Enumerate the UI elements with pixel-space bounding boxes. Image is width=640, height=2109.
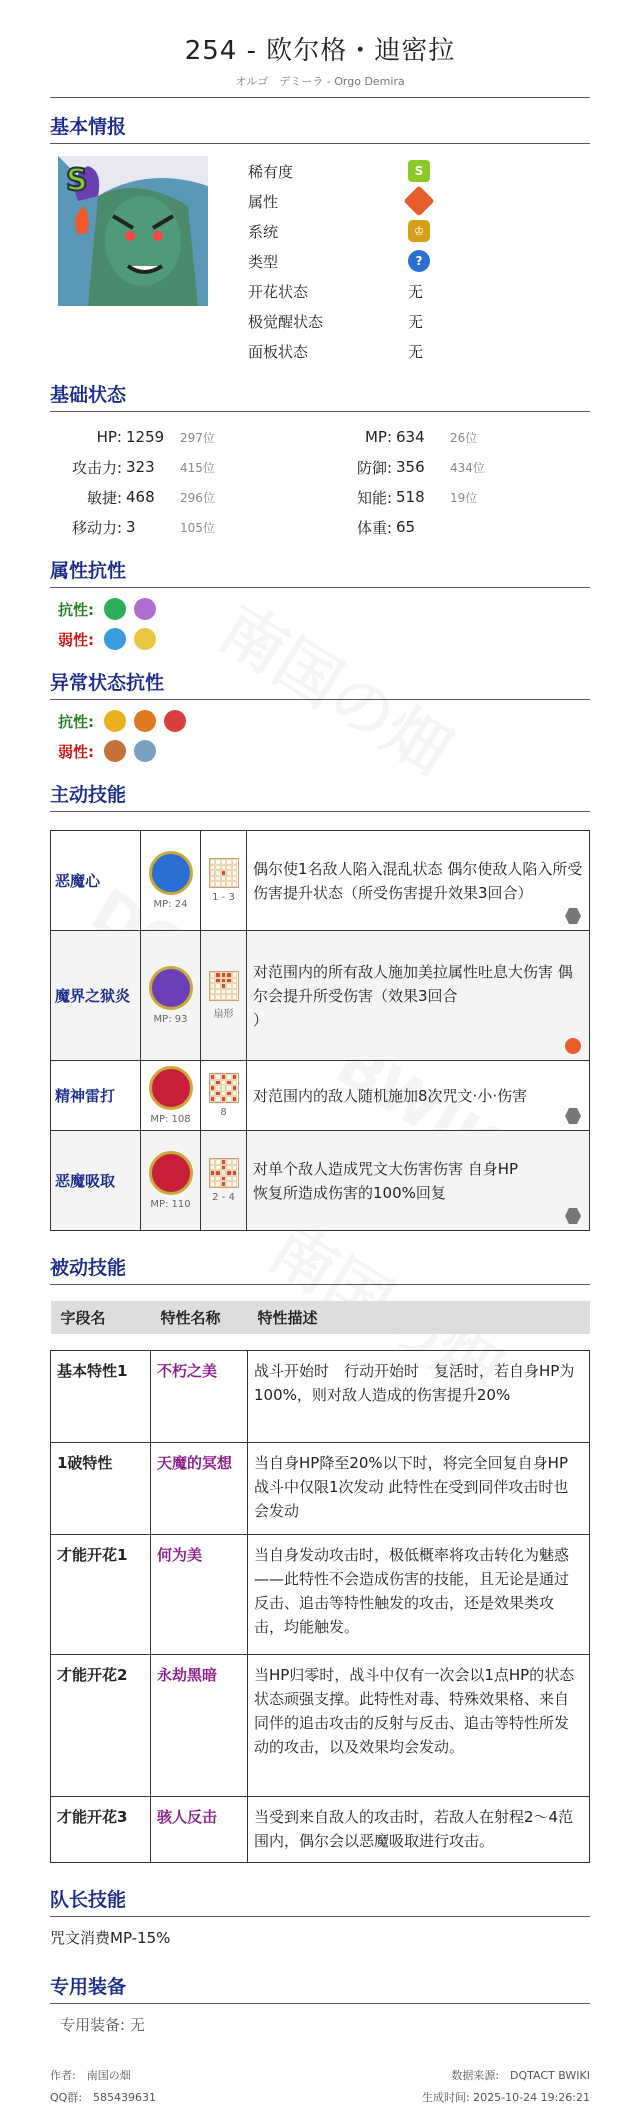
system-row: 系统 ♔: [248, 216, 430, 246]
bloom-row: 开花状态 无: [248, 282, 424, 301]
passive-skills-table: [50, 1301, 590, 1863]
section-active-skills: 主动技能: [50, 780, 590, 812]
none-element-icon: [565, 1208, 581, 1224]
stats-row: 移动力: 3 105位 体重: 65: [71, 518, 416, 537]
footer-source: 数据来源: DQTACT BWIKI: [451, 2068, 590, 2082]
type-row: 类型 ?: [248, 246, 430, 276]
footer-author: 作者: 南国の畑: [50, 2068, 131, 2082]
leaf-element-icon: [104, 598, 126, 620]
poison-icon: [104, 740, 126, 762]
element-row: 属性: [248, 186, 430, 216]
active-skills-table: [50, 830, 590, 1231]
range-grid: [209, 1158, 239, 1188]
stats-row: HP: 1259 297位 MP: 634 26位: [96, 428, 478, 446]
section-basic-info: 基本情报: [50, 112, 590, 144]
footer-qq: QQ群: 585439631: [50, 2090, 157, 2104]
paralysis-icon: [134, 740, 156, 762]
status-weak-row: 弱性:: [58, 736, 590, 766]
character-portrait: [58, 156, 208, 306]
stats-row: 攻击力: 323 415位 防御: 356 434位: [71, 458, 485, 477]
section-element-res: 属性抗性: [50, 556, 590, 588]
passive-row: 才能开花1 何为美 当自身发动攻击时，极低概率将攻击转化为魅惑——此特性不会造成伤害的技能，且无论是通过反击、追击等特性触发的攻击，还是效果类攻击，均能触发。: [51, 1534, 590, 1654]
wind-element-icon: [134, 598, 156, 620]
fire-element-icon: [403, 185, 434, 216]
element-resist-row: 抗性:: [58, 594, 590, 624]
skill-row: 精神雷打 MP: 108 8 对范围内的敌人随机施加8次咒文·小·伤害: [51, 1061, 590, 1131]
ice-element-icon: [104, 628, 126, 650]
section-status-res: 异常状态抗性: [50, 668, 590, 700]
page-title: 254 - 欧尔格・迪密拉: [184, 36, 456, 66]
none-element-icon: [565, 1108, 581, 1124]
equip-text: 专用装备: 无: [60, 2015, 145, 2034]
passive-row: 才能开花2 永劫黑暗 当HP归零时，战斗中仅有一次会以1点HP的状态状态顽强支撑。此特性对毒、特殊效果格、来自同伴的追击攻击的反射与反击、追击等特性所发动的攻击，以及效果均会发动。: [51, 1654, 590, 1796]
none-element-icon: [565, 908, 581, 924]
fire-element-icon: [565, 1038, 581, 1054]
passive-row: 1破特性 天魔的冥想 当自身HP降至20%以下时，将完全回复自身HP 战斗中仅限1次发动 此特性在受到同伴攻击时也会发动: [51, 1442, 590, 1534]
section-equip: 专用装备: [50, 1972, 590, 2004]
section-stats: 基础状态: [50, 380, 590, 412]
footer: [50, 2065, 590, 2109]
range-grid: [209, 858, 239, 888]
sleep-icon: [134, 710, 156, 732]
footer-time: 生成时间: 2025-10-24 19:26:21: [421, 2090, 590, 2104]
system-icon: ♔: [408, 220, 430, 242]
character-page: [50, 0, 590, 2109]
skill-row: 恶魔心 MP: 24 1 - 3 偶尔使1名敌人陷入混乱状态 偶尔使敌人陷入所受伤害提升状态（所受伤害提升效果3回合）: [51, 831, 590, 931]
basic-info-list: [248, 156, 430, 366]
skill-icon: [149, 1066, 193, 1110]
status-resist-row: 抗性:: [58, 706, 590, 736]
type-question-icon: ?: [408, 250, 430, 272]
page-subtitle: オルゴ デミーラ - Orgo Demira: [50, 73, 590, 98]
skill-row: 恶魔吸取 MP: 110 2 - 4 对单个敌人造成咒文大伤害伤害 自身HP 恢复所造成伤害的100%回复: [51, 1131, 590, 1231]
stats-row: 敏捷: 468 296位 知能: 518 19位: [86, 488, 478, 507]
awaken-row: 极觉醒状态 无: [248, 312, 424, 331]
basic-info: [50, 156, 590, 366]
skill-icon: [149, 1151, 193, 1195]
range-grid: [209, 971, 239, 1001]
passive-header-row: 字段名 特性名称 特性描述: [51, 1301, 590, 1334]
skill-row: 魔界之狱炎 MP: 93 扇形 对范围内的所有敌人施加美拉属性吐息大伤害 偶尔会提升所受伤害（效果3回合 ）: [51, 931, 590, 1061]
rarity-row: 稀有度 S: [248, 156, 430, 186]
skill-icon: [149, 851, 193, 895]
stats-table: [50, 422, 590, 542]
light-element-icon: [134, 628, 156, 650]
passive-row: 基本特性1 不朽之美 战斗开始时 行动开始时 复活时，若自身HP为100%，则对敌人造成的伤害提升20%: [51, 1350, 590, 1442]
leader-skill-text: 咒文消费MP-15%: [50, 1928, 171, 1947]
rarity-s-icon: S: [408, 160, 430, 182]
section-leader-skill: 队长技能: [50, 1885, 590, 1917]
confusion-icon: [104, 710, 126, 732]
range-grid: [209, 1073, 239, 1103]
charm-icon: [164, 710, 186, 732]
svg-text:S: S: [66, 163, 88, 198]
passive-row: 才能开花3 骇人反击 当受到来自敌人的攻击时，若敌人在射程2～4范围内，偶尔会以恶魔吸取进行攻击。: [51, 1796, 590, 1862]
panel-row: 面板状态 无: [248, 342, 424, 361]
skill-icon: [149, 966, 193, 1010]
element-weak-row: 弱性:: [58, 624, 590, 654]
section-passive-skills: 被动技能: [50, 1253, 590, 1285]
